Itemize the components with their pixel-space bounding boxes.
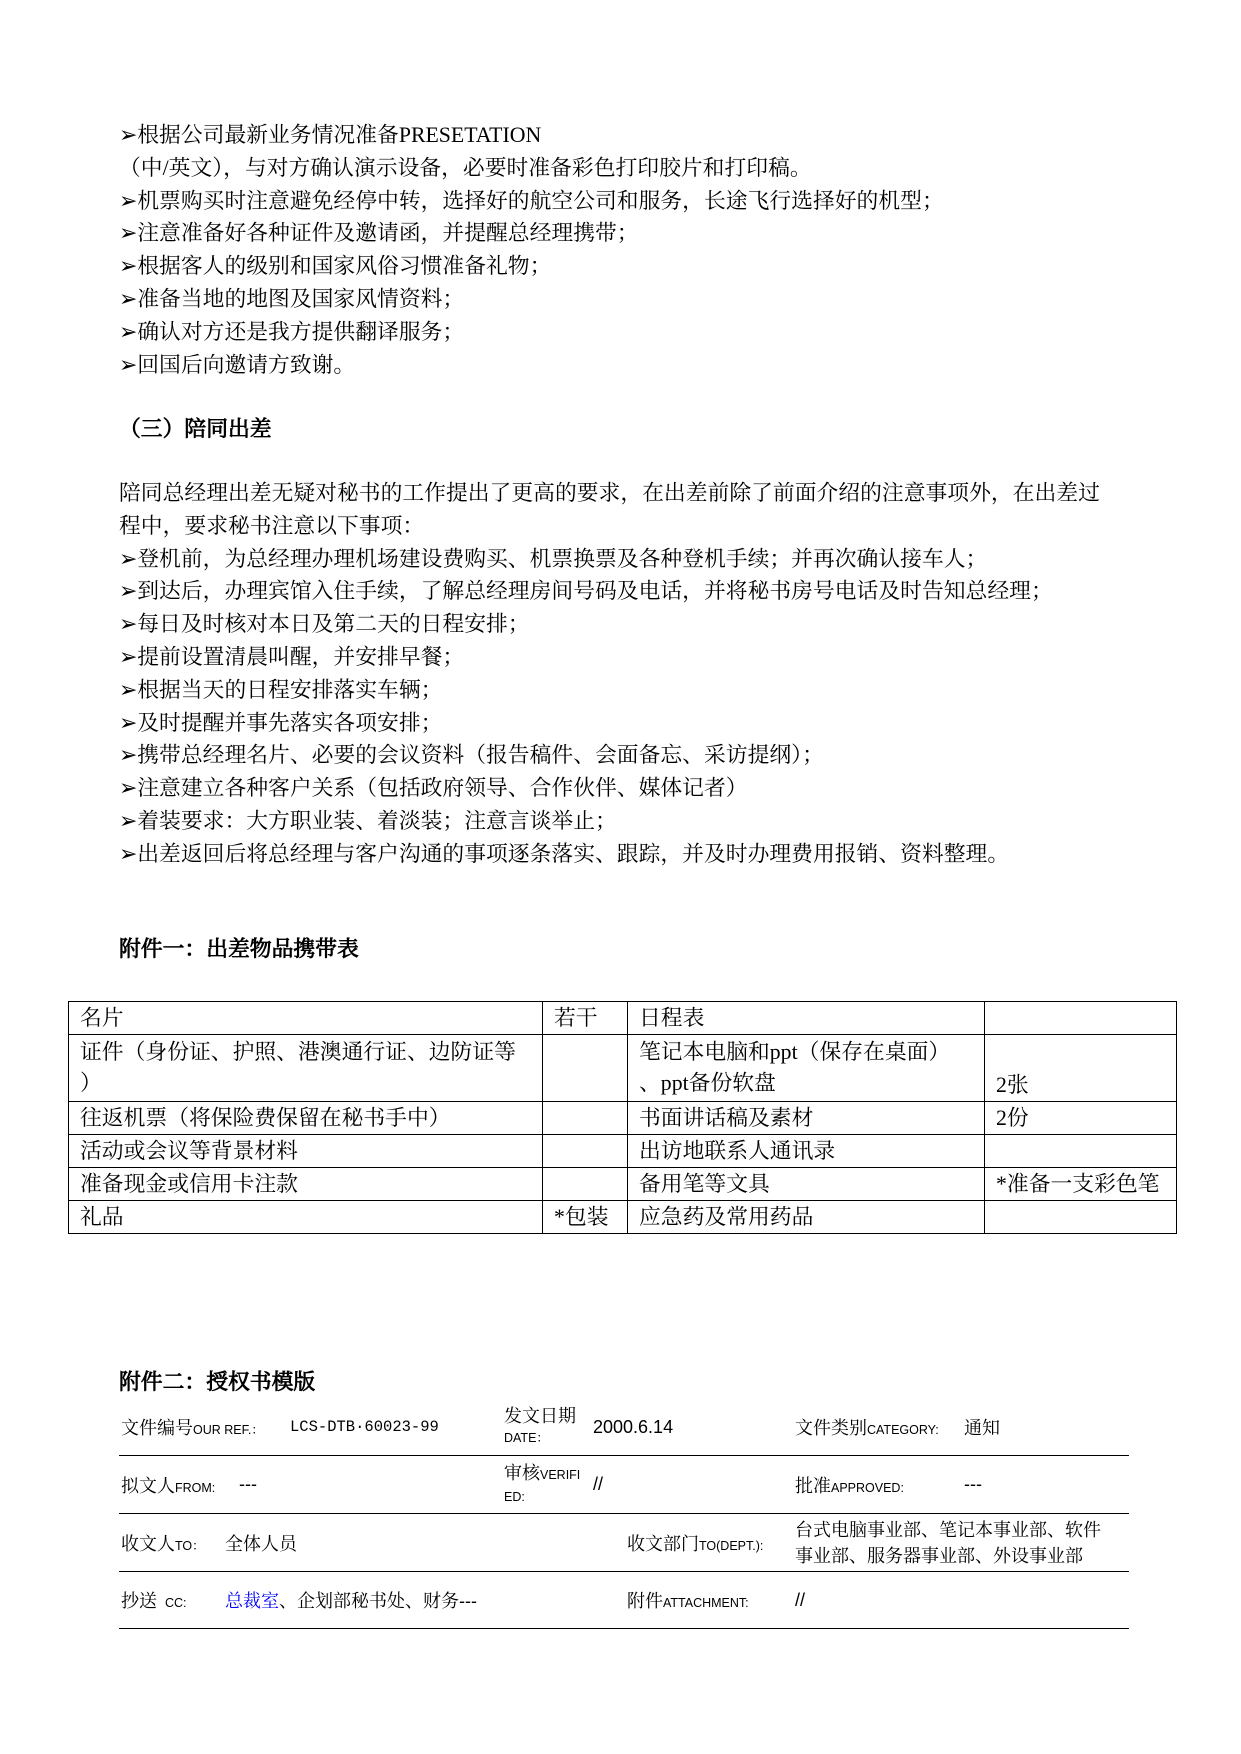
verified-label-en: VERIFI xyxy=(540,1467,581,1482)
attachment-label-cn: 附件 xyxy=(627,1591,663,1611)
cc-label-cn: 抄送 xyxy=(121,1591,157,1611)
list-item: ➢注意建立各种客户关系（包括政府领导、合作伙伴、媒体记者） xyxy=(119,776,748,801)
authorization-form xyxy=(119,1399,1129,1629)
list-item: ➢携带总经理名片、必要的会议资料（报告稿件、会面备忘、采访提纲）； xyxy=(119,743,824,768)
table-cell: 2张 xyxy=(985,1035,1177,1102)
attachment-label-en: ATTACHMENT: xyxy=(663,1596,749,1610)
list-item: ➢机票购买时注意避免经停中转，选择好的航空公司和服务，长途飞行选择好的机型； xyxy=(119,188,944,213)
from-value: --- xyxy=(239,1474,257,1494)
table-cell xyxy=(985,1002,1177,1035)
table-cell: 若干 xyxy=(543,1002,628,1035)
form-row-cc xyxy=(119,1572,1129,1629)
cc-label xyxy=(121,1572,187,1628)
approved-label xyxy=(795,1456,904,1513)
cc-value-rest: 、企划部秘书处、财务--- xyxy=(279,1591,477,1611)
category-label-en: CATEGORY: xyxy=(867,1423,939,1437)
table-row xyxy=(69,1135,1177,1168)
list-item: ➢提前设置清晨叫醒，并安排早餐； xyxy=(119,644,465,669)
table-cell: 礼品 xyxy=(69,1201,543,1234)
table-row xyxy=(69,1035,1177,1102)
to-value: 全体人员 xyxy=(225,1533,297,1554)
approved-label-cn: 批准 xyxy=(795,1475,831,1496)
section-heading-accompany: （三）陪同出差 xyxy=(119,417,272,442)
attachment-label xyxy=(627,1572,749,1628)
to-label xyxy=(121,1514,205,1571)
table-cell: 应急药及常用药品 xyxy=(628,1201,985,1234)
packing-list-table xyxy=(68,1001,1177,1234)
list-item-continuation: （中/英文），与对方确认演示设备，必要时准备彩色打印胶片和打印稿。 xyxy=(119,155,812,180)
date-value: 2000.6.14 xyxy=(593,1416,674,1437)
accompany-section-body xyxy=(119,477,1100,871)
form-row-from xyxy=(119,1456,1129,1514)
approved-value: --- xyxy=(964,1474,982,1494)
form-row-ref xyxy=(119,1399,1129,1456)
paragraph-line: 陪同总经理出差无疑对秘书的工作提出了更高的要求，在出差前除了前面介绍的注意事项外，在出差过 xyxy=(119,481,1100,505)
list-item: ➢根据当天的日程安排落实车辆； xyxy=(119,677,443,702)
list-item: ➢准备当地的地图及国家风情资料； xyxy=(119,286,465,311)
table-cell: 书面讲话稿及素材 xyxy=(628,1102,985,1135)
appendix1-heading: 附件一：出差物品携带表 xyxy=(119,937,359,962)
table-row xyxy=(69,1201,1177,1234)
from-label-cn: 拟文人 xyxy=(121,1475,175,1496)
list-item: ➢出差返回后将总经理与客户沟通的事项逐条落实、跟踪，并及时办理费用报销、资料整理。 xyxy=(119,841,1010,866)
table-cell: 日程表 xyxy=(628,1002,985,1035)
to-dept-line: 事业部、服务器事业部、外设事业部 xyxy=(795,1545,1083,1566)
table-cell xyxy=(543,1035,628,1102)
verified-value: // xyxy=(593,1474,604,1494)
category-label-cn: 文件类别 xyxy=(795,1418,867,1438)
table-cell: *准备一支彩色笔 xyxy=(985,1168,1177,1201)
list-item: ➢登机前，为总经理办理机场建设费购买、机票换票及各种登机手续；并再次确认接车人； xyxy=(119,546,988,571)
list-item: ➢着装要求：大方职业装、着淡装；注意言谈举止； xyxy=(119,808,617,833)
list-item: ➢确认对方还是我方提供翻译服务； xyxy=(119,319,465,344)
approved-label-en: APPROVED: xyxy=(831,1480,904,1495)
preparation-list xyxy=(119,119,944,381)
table-row xyxy=(69,1102,1177,1135)
table-cell xyxy=(985,1201,1177,1234)
to-dept-label-cn: 收文部门 xyxy=(627,1533,699,1554)
to-dept-line: 台式电脑事业部、笔记本事业部、软件 xyxy=(795,1519,1101,1540)
table-cell xyxy=(985,1135,1177,1168)
to-dept-label-en: TO(DEPT.): xyxy=(699,1538,764,1553)
to-label-cn: 收文人 xyxy=(121,1533,175,1554)
verified-label-cn: 审核 xyxy=(504,1462,540,1483)
date-label-cn: 发文日期 xyxy=(504,1406,576,1426)
table-cell: *包装 xyxy=(543,1201,628,1234)
table-cell: 准备现金或信用卡注款 xyxy=(69,1168,543,1201)
category-value: 通知 xyxy=(964,1418,1000,1438)
list-item: ➢到达后，办理宾馆入住手续，了解总经理房间号码及电话，并将秘书房号电话及时告知总经理； xyxy=(119,579,1053,604)
from-label xyxy=(121,1456,215,1513)
table-cell: 笔记本电脑和ppt（保存在桌面） 、ppt备份软盘 xyxy=(628,1035,985,1102)
table-cell xyxy=(543,1102,628,1135)
ref-value: LCS-DTB·60023-99 xyxy=(290,1418,439,1436)
table-cell: 证件（身份证、护照、港澳通行证、边防证等 ） xyxy=(69,1035,543,1102)
category-label xyxy=(795,1399,939,1455)
table-row xyxy=(69,1168,1177,1201)
table-cell: 往返机票（将保险费保留在秘书手中） xyxy=(69,1102,543,1135)
list-item: ➢根据客人的级别和国家风俗习惯准备礼物； xyxy=(119,254,552,279)
date-label xyxy=(504,1399,576,1455)
to-dept-label xyxy=(627,1514,763,1571)
list-item: ➢回国后向邀请方致谢。 xyxy=(119,352,356,377)
table-cell: 2份 xyxy=(985,1102,1177,1135)
from-label-en: FROM: xyxy=(175,1480,216,1495)
table-cell: 名片 xyxy=(69,1002,543,1035)
ref-label-en: OUR REF.： xyxy=(193,1423,264,1437)
table-cell xyxy=(543,1135,628,1168)
table-row xyxy=(69,1002,1177,1035)
cc-value-highlight: 总裁室 xyxy=(225,1591,279,1611)
form-row-to xyxy=(119,1514,1129,1572)
list-item: ➢注意准备好各种证件及邀请函，并提醒总经理携带； xyxy=(119,221,639,246)
cc-label-en: CC: xyxy=(165,1596,187,1610)
list-item: ➢每日及时核对本日及第二天的日程安排； xyxy=(119,612,530,637)
appendix2-heading: 附件二：授权书模版 xyxy=(119,1370,316,1395)
paragraph-line: 程中，要求秘书注意以下事项： xyxy=(119,513,425,538)
verified-label-en-wrap: ED: xyxy=(504,1489,525,1504)
list-item: ➢根据公司最新业务情况准备PRESETATION xyxy=(119,123,542,147)
cc-value xyxy=(225,1572,477,1628)
verified-label xyxy=(504,1456,580,1513)
table-cell: 活动或会议等背景材料 xyxy=(69,1135,543,1168)
attachment-value: // xyxy=(795,1589,806,1610)
to-dept-value xyxy=(795,1514,1101,1571)
ref-label xyxy=(121,1399,264,1455)
list-item: ➢及时提醒并事先落实各项安排； xyxy=(119,710,443,735)
table-cell: 出访地联系人通讯录 xyxy=(628,1135,985,1168)
ref-label-cn: 文件编号 xyxy=(121,1418,193,1438)
table-cell xyxy=(543,1168,628,1201)
table-cell: 备用笔等文具 xyxy=(628,1168,985,1201)
date-label-en: DATE： xyxy=(504,1431,549,1445)
to-label-en: TO： xyxy=(175,1538,205,1553)
